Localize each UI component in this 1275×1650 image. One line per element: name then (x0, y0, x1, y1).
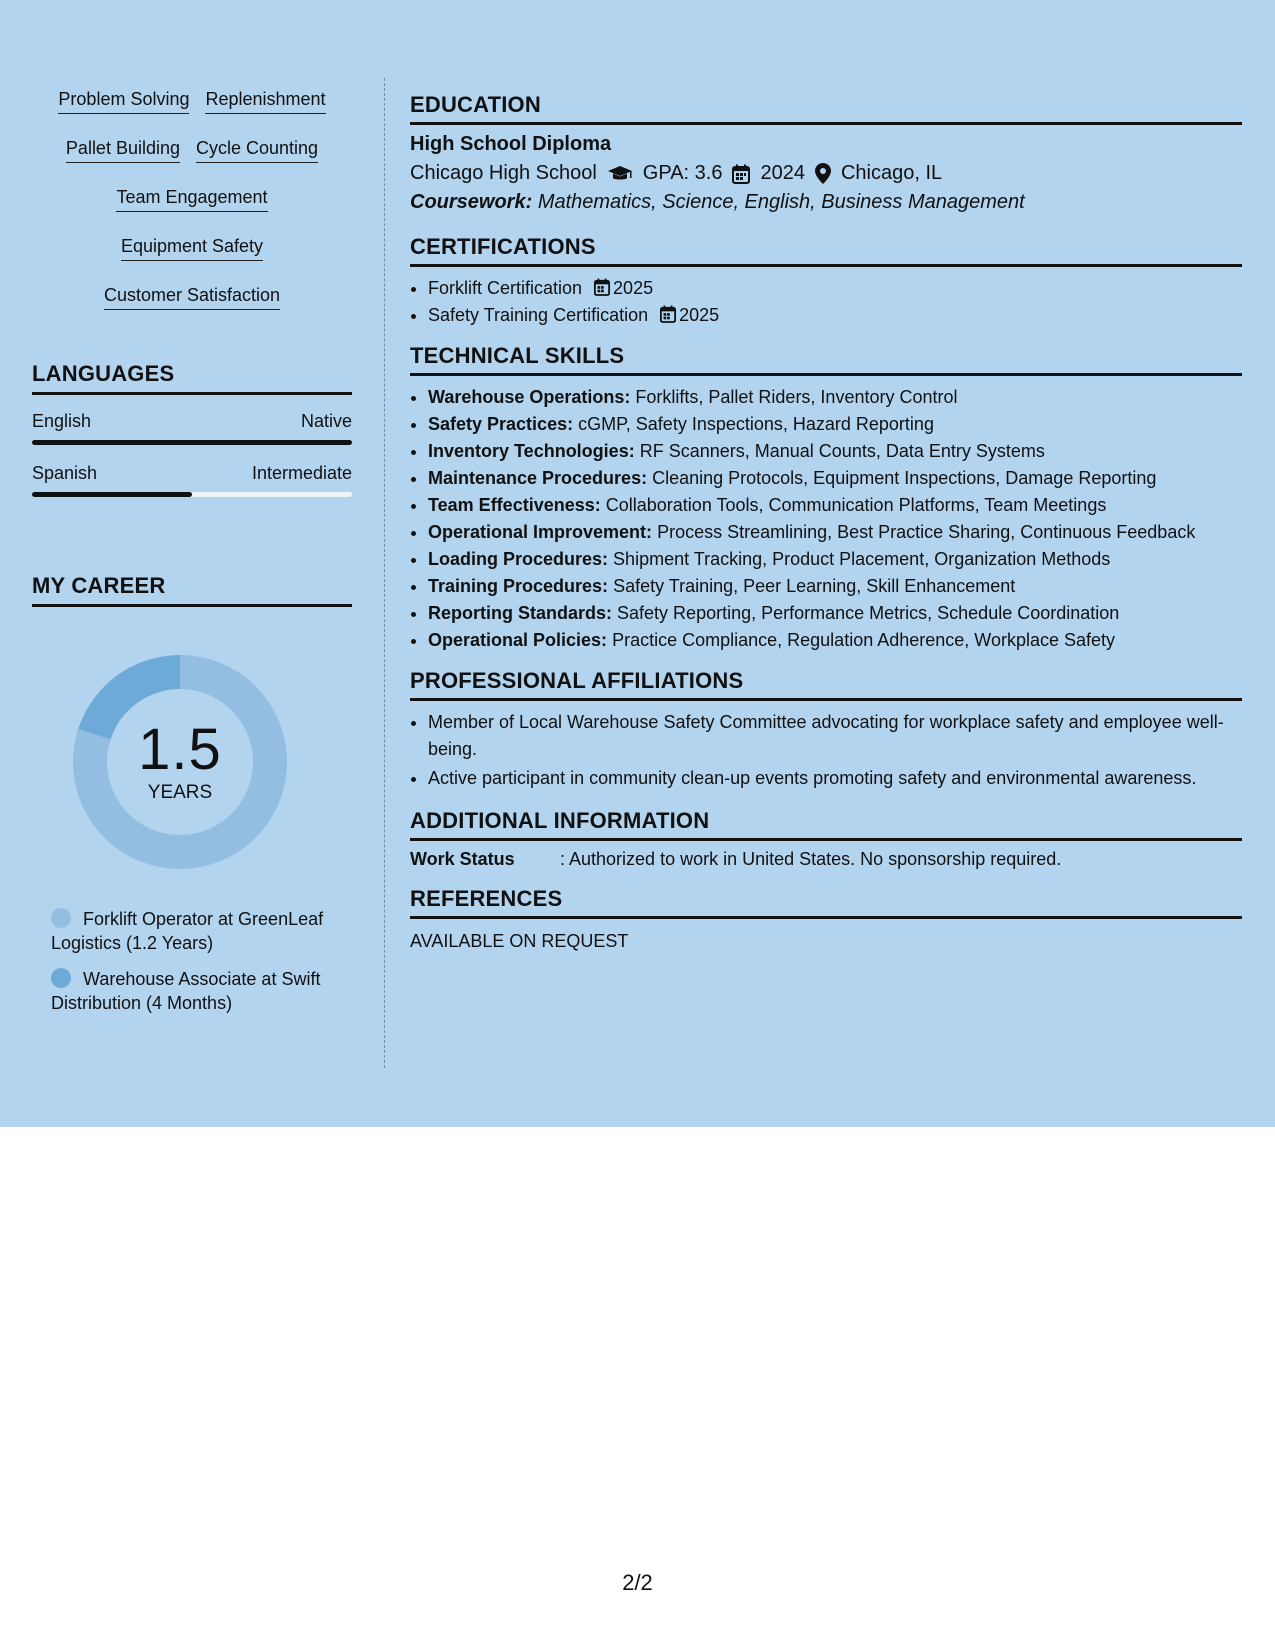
affiliations-section (410, 668, 1242, 792)
language-proficiency-bar (32, 492, 352, 497)
language-level: Intermediate (251, 463, 352, 483)
gpa: GPA: 3.6 (642, 162, 723, 184)
coursework-label: Coursework: (410, 191, 533, 213)
skill-details: Safety Training, Peer Learning, Skill Enhancement (613, 576, 1016, 596)
career-donut-chart (65, 647, 295, 877)
skill-tag: Replenishment (205, 84, 325, 114)
affiliation-item: • Member of Local Warehouse Safety Committee advocating for workplace safety and employee well-being. (428, 709, 1242, 763)
skills-list (32, 84, 352, 329)
references-text: AVAILABLE ON REQUEST (410, 931, 629, 951)
certification-name: Safety Training Certification (428, 305, 649, 325)
degree: High School Diploma (410, 133, 612, 155)
references-heading: REFERENCES (410, 886, 1242, 919)
skill-details: Safety Reporting, Performance Metrics, Schedule Coordination (617, 603, 1120, 623)
skill-tag: Problem Solving (58, 84, 189, 114)
skill-details: Shipment Tracking, Product Placement, Organization Methods (613, 549, 1111, 569)
right-column (410, 92, 1242, 952)
references-section (410, 886, 1242, 952)
technical-skill-item (428, 384, 1242, 411)
affiliations-heading: PROFESSIONAL AFFILIATIONS (410, 668, 1242, 701)
technical-skill-item (428, 546, 1242, 573)
language-proficiency-bar (32, 440, 352, 445)
language-item (32, 411, 352, 445)
coursework-list: Mathematics, Science, English, Business Management (537, 191, 1025, 213)
legend-item (51, 967, 341, 1015)
career-legend (32, 907, 352, 1015)
work-status-value: : Authorized to work in United States. No sponsorship required. (560, 849, 1062, 869)
page-number: 2/2 (622, 1570, 653, 1595)
legend-label: Warehouse Associate at Swift Distribution (4 Months) (51, 969, 321, 1013)
skill-category: Maintenance Procedures: (428, 468, 648, 488)
language-proficiency-fill (32, 492, 192, 497)
languages-heading: LANGUAGES (32, 361, 352, 395)
skill-tag: Cycle Counting (196, 133, 318, 163)
skill-details: Collaboration Tools, Communication Platforms, Team Meetings (605, 495, 1107, 515)
language-proficiency-fill (32, 440, 352, 445)
legend-item (51, 907, 341, 955)
technical-skill-item (428, 627, 1242, 654)
technical-skill-item (428, 465, 1242, 492)
technical-skills-heading: TECHNICAL SKILLS (410, 343, 1242, 376)
technical-skill-item (428, 411, 1242, 438)
legend-dot (51, 908, 71, 928)
skill-category: Reporting Standards: (428, 603, 613, 623)
skill-category: Operational Improvement: (428, 522, 653, 542)
school-location: Chicago, IL (840, 162, 943, 184)
technical-skill-item (428, 438, 1242, 465)
certification-year: 2025 (613, 278, 654, 298)
language-item (32, 463, 352, 497)
graduation-cap-icon (607, 165, 633, 183)
certifications-section (410, 234, 1242, 329)
certification-year: 2025 (679, 305, 720, 325)
technical-skill-item (428, 519, 1242, 546)
school-name: Chicago High School (410, 162, 597, 184)
career-heading: MY CAREER (32, 573, 352, 607)
calendar-icon (660, 305, 676, 323)
work-status-label: Work Status (410, 849, 515, 869)
technical-skill-item (428, 573, 1242, 600)
skill-details: Forklifts, Pallet Riders, Inventory Control (635, 387, 958, 407)
additional-info-section (410, 808, 1242, 870)
skill-details: Cleaning Protocols, Equipment Inspections, Damage Reporting (652, 468, 1157, 488)
skill-details: Process Streamlining, Best Practice Sharing, Continuous Feedback (657, 522, 1196, 542)
language-name: Spanish (32, 463, 98, 483)
skill-category: Inventory Technologies: (428, 441, 635, 461)
certification-item (428, 275, 1242, 302)
technical-skill-item (428, 600, 1242, 627)
legend-dot (51, 968, 71, 988)
calendar-icon (732, 164, 750, 184)
technical-skills-section (410, 343, 1242, 654)
skill-category: Warehouse Operations: (428, 387, 631, 407)
skill-details: RF Scanners, Manual Counts, Data Entry Systems (639, 441, 1045, 461)
skill-tag: Customer Satisfaction (104, 280, 280, 310)
education-heading: EDUCATION (410, 92, 1242, 125)
skill-details: Practice Compliance, Regulation Adherence, Workplace Safety (612, 630, 1116, 650)
career-unit: YEARS (147, 782, 213, 803)
column-divider (384, 78, 385, 1068)
skill-category: Team Effectiveness: (428, 495, 601, 515)
graduation-year: 2024 (760, 162, 805, 184)
skill-category: Safety Practices: (428, 414, 574, 434)
additional-info-heading: ADDITIONAL INFORMATION (410, 808, 1242, 841)
left-column (32, 84, 352, 1027)
legend-label: Forklift Operator at GreenLeaf Logistics (1.2 Years) (51, 909, 324, 953)
affiliation-item: • Active participant in community clean-up events promoting safety and environmental awareness. (428, 765, 1242, 792)
skill-tag: Team Engagement (116, 182, 267, 212)
language-name: English (32, 411, 92, 431)
skill-tag: Pallet Building (66, 133, 180, 163)
coursework (410, 191, 1242, 214)
skill-category: Operational Policies: (428, 630, 608, 650)
skill-category: Loading Procedures: (428, 549, 609, 569)
language-level: Native (300, 411, 352, 431)
technical-skill-item (428, 492, 1242, 519)
education-section (410, 92, 1242, 214)
certification-item (428, 302, 1242, 329)
skill-details: cGMP, Safety Inspections, Hazard Reporting (578, 414, 934, 434)
career-total: 1.5 (138, 717, 222, 782)
location-pin-icon (815, 163, 831, 184)
skill-tag: Equipment Safety (121, 231, 263, 261)
calendar-icon (594, 278, 610, 296)
skill-category: Training Procedures: (428, 576, 609, 596)
certifications-heading: CERTIFICATIONS (410, 234, 1242, 267)
certification-name: Forklift Certification (428, 278, 583, 298)
